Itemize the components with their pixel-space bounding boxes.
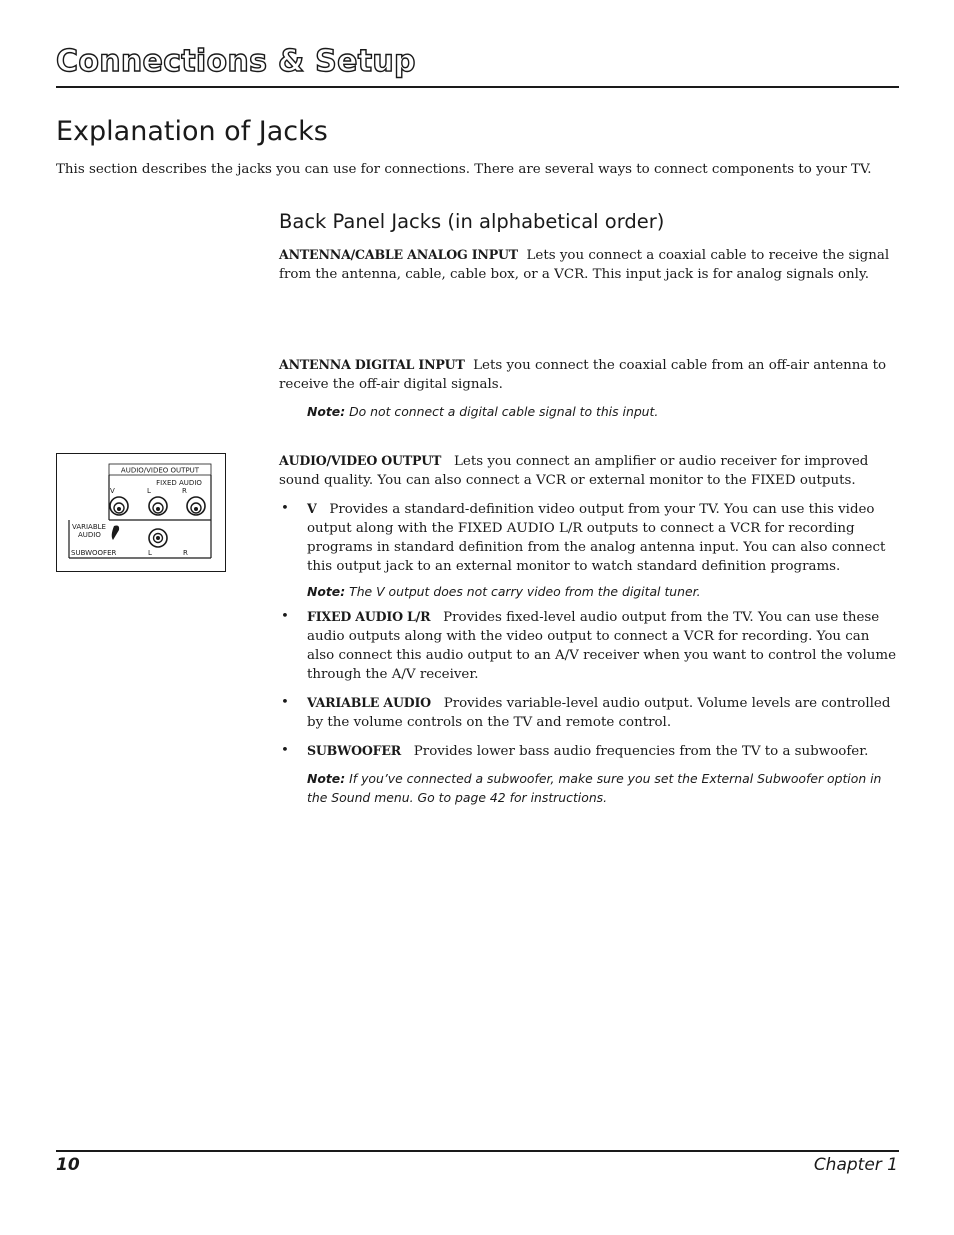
bullet-term: VARIABLE AUDIO bbox=[307, 695, 431, 710]
antenna-digital-paragraph bbox=[279, 355, 899, 394]
av-output-term: AUDIO/VIDEO OUTPUT bbox=[279, 453, 442, 468]
chapter-label: Chapter 1 bbox=[813, 1155, 898, 1175]
jack-variable-l bbox=[149, 529, 167, 547]
page-title: Explanation of Jacks bbox=[56, 116, 328, 147]
list-item-variable-audio bbox=[279, 693, 899, 732]
av-output-bullet-list bbox=[279, 499, 899, 807]
bullet-text: Provides lower bass audio frequencies from the TV to a subwoofer. bbox=[413, 744, 869, 759]
bullet-term: SUBWOOFER bbox=[307, 743, 402, 758]
l-top-label: L bbox=[147, 487, 151, 495]
page-number: 10 bbox=[56, 1155, 80, 1175]
jack-v bbox=[110, 497, 128, 515]
bullet-term: V bbox=[307, 501, 317, 516]
bullet-term: FIXED AUDIO L/R bbox=[307, 609, 431, 624]
audio-label: AUDIO bbox=[78, 531, 101, 539]
diagram-title: AUDIO/VIDEO OUTPUT bbox=[120, 466, 200, 475]
header-rule bbox=[56, 86, 899, 88]
subwoofer-label: SUBWOOFER bbox=[71, 549, 117, 557]
jack-panel-illustration bbox=[57, 454, 225, 571]
panel-outline bbox=[69, 475, 211, 558]
list-item-fixed-audio bbox=[279, 607, 899, 684]
v-note bbox=[279, 582, 899, 601]
jack-fixed-l bbox=[149, 497, 167, 515]
variable-label: VARIABLE bbox=[72, 523, 106, 531]
list-item-subwoofer bbox=[279, 741, 899, 761]
footer-rule bbox=[56, 1150, 899, 1152]
note-label: Note: bbox=[307, 584, 346, 599]
fixed-audio-label: FIXED AUDIO bbox=[156, 479, 202, 487]
note-label: Note: bbox=[307, 404, 346, 419]
jack-fixed-r bbox=[187, 497, 205, 515]
note-text: If you’ve connected a subwoofer, make sure you set the External Subwoofer option in the Sound menu. Go to page 42 for instructions. bbox=[307, 771, 882, 805]
antenna-cable-term: ANTENNA/CABLE ANALOG INPUT bbox=[279, 247, 518, 262]
antenna-digital-note bbox=[307, 402, 658, 421]
l-bottom-label: L bbox=[148, 549, 152, 557]
bullet-text: Provides a standard-definition video output from your TV. You can use this video output along with the FIXED AUDIO L/R outputs to connect a VCR for recording programs in standard definition from the analog antenna input. You can also connect this output jack to an external monitor to watch standard definition programs. bbox=[307, 502, 886, 574]
running-header: Connections & Setup bbox=[56, 44, 416, 79]
note-text: The V output does not carry video from the digital tuner. bbox=[349, 584, 701, 599]
bullet-text: Provides variable-level audio output. Volume levels are controlled by the volume controls on the TV and remote control. bbox=[307, 696, 891, 730]
bullet-text: Provides fixed-level audio output from the TV. You can use these audio outputs along with the video output to connect a VCR for recording. You can also connect this audio output to an A/V receiver when you want to control the volume through the A/V receiver. bbox=[307, 610, 896, 682]
list-item-v bbox=[279, 499, 899, 576]
antenna-digital-text: Lets you connect the coaxial cable from an off-air antenna to receive the off-air digital signals. bbox=[279, 358, 887, 392]
intro-paragraph: This section describes the jacks you can use for connections. There are several ways to connect components to your TV. bbox=[56, 162, 872, 177]
antenna-cable-paragraph bbox=[279, 245, 899, 284]
note-text: Do not connect a digital cable signal to this input. bbox=[349, 404, 659, 419]
antenna-digital-term: ANTENNA DIGITAL INPUT bbox=[279, 357, 465, 372]
subwoofer-note bbox=[279, 769, 899, 807]
av-output-paragraph bbox=[279, 451, 899, 490]
variable-indicator-icon bbox=[112, 526, 119, 541]
av-output-jack-diagram bbox=[56, 453, 226, 572]
section-heading: Back Panel Jacks (in alphabetical order) bbox=[279, 210, 665, 233]
av-output-text: Lets you connect an amplifier or audio receiver for improved sound quality. You can also connect a VCR or external monitor to the FIXED outputs. bbox=[279, 454, 869, 488]
v-label: V bbox=[110, 487, 115, 495]
r-bottom-label: R bbox=[183, 549, 188, 557]
r-top-label: R bbox=[182, 487, 187, 495]
note-label: Note: bbox=[307, 771, 346, 786]
antenna-cable-text: Lets you connect a coaxial cable to receive the signal from the antenna, cable, cable box, or a VCR. This input jack is for analog signals only. bbox=[279, 248, 890, 282]
